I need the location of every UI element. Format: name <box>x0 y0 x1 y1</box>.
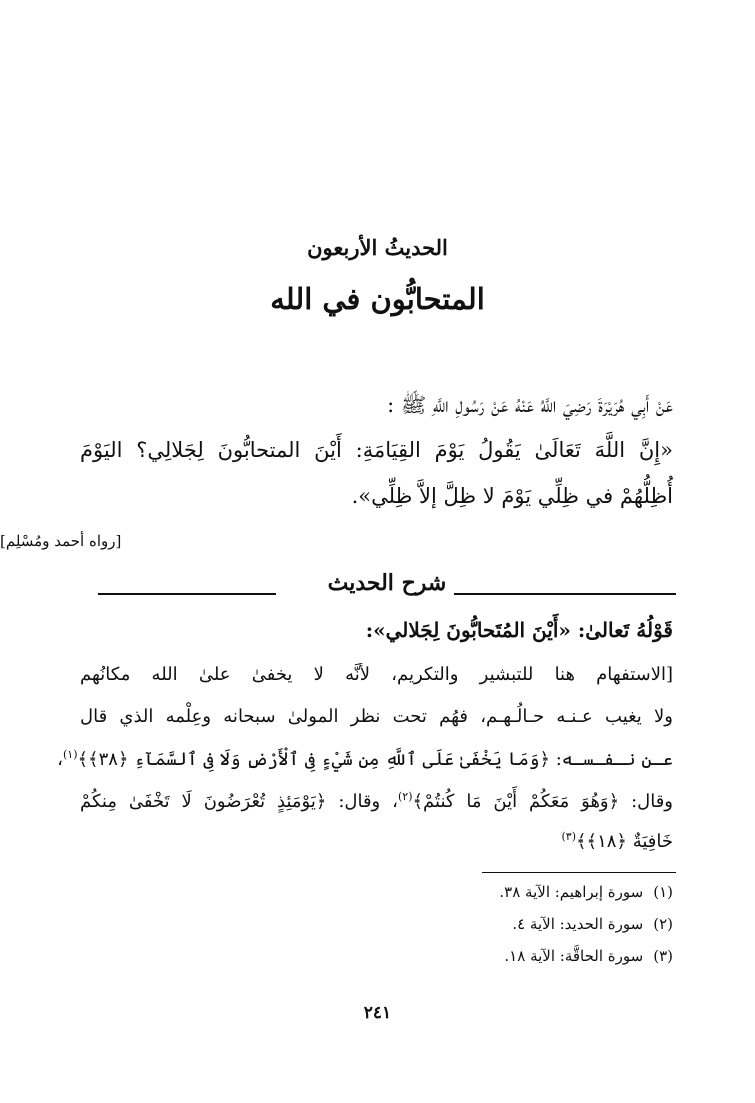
footnote-ref-2: (٢) <box>397 790 413 803</box>
explanation-line-1: [الاستفهام هنا للتبشير والتكريم، لأنَّه لا يخفىٰ علىٰ الله مكانُهم <box>80 664 673 685</box>
hadith-text-line-2: أُظِلُّهُمْ في ظِلِّي يَوْمَ لا ظِلَّ إلاَّ ظِلِّي». <box>351 484 673 508</box>
footnote-number: (٢) <box>653 915 673 933</box>
footnote-ref-3: (٣) <box>561 830 576 843</box>
explanation-line-3 <box>57 748 673 770</box>
explanation-line-4-tail: ، وقال: ﴿يَوْمَئِذٍ تُعْرَضُونَ لَا تَخْفَىٰ مِنكُمْ <box>80 791 398 812</box>
explanation-line-4-text: وقال: ﴿وَهُوَ مَعَكُمْ أَيْنَ مَا كُنتُمْ﴾ <box>412 791 673 812</box>
chapter-title: المتحابُّون في الله <box>270 282 485 316</box>
explanation-line-5-text: خَافِيَةٌ ﴿١٨﴾﴾ <box>575 831 673 852</box>
explanation-line-3-text: عـن نـفـسـه: ﴿وَمَا يَخْفَىٰ عَلَى ٱللَّهِ مِن شَيْءٍ فِى ٱلْأَرْضِ وَلَا فِى ٱلسَّمَآءِ ﴿٣٨﴾﴾ <box>77 749 673 770</box>
hadith-text-line-1: «إِنَّ اللَّهَ تَعَالَىٰ يَقُولُ يَوْمَ القِيَامَةِ: أَيْنَ المتحابُّونَ لِجَلالِي؟ اليَوْمَ <box>80 438 673 462</box>
footnote-text: سورة الحاقَّة: الآية ١٨. <box>504 947 644 965</box>
section-header <box>98 568 676 608</box>
chapter-subtitle: الحديثُ الأربعون <box>307 235 448 260</box>
footnote-item <box>373 915 673 933</box>
section-title: شرح الحديث <box>327 570 447 596</box>
footnote-ref-1: (١) <box>62 748 78 761</box>
footnote-text: سورة الحديد: الآية ٤. <box>512 915 644 933</box>
page-number: ٢٤١ <box>363 1003 392 1023</box>
explanation-line-3-tail: ، <box>57 749 63 770</box>
narration-source: [رواه أحمد ومُسْلِم] <box>0 532 122 550</box>
footnote-number: (٣) <box>653 947 673 965</box>
footnote-number: (١) <box>653 883 673 901</box>
footnote-text: سورة إبراهيم: الآية ٣٨. <box>499 883 644 901</box>
footnote-divider <box>482 872 676 873</box>
explanation-heading: قَوْلُهُ تَعالىٰ: «أَيْنَ المُتَحابُّونَ لِجَلالي»: <box>365 618 673 642</box>
explanation-line-4 <box>80 790 673 812</box>
explanation-line-2: ولا يغيب عـنـه حـالُـهـم، فهُم تحت نظر المولىٰ سبحانه وعِلْمه الذي قال <box>80 706 673 727</box>
hadith-chain: عَنْ أَبِي هُرَيْرَةَ رَضِيَ اللَّهُ عَنْهُ عَنْ رَسُولِ اللَّهِ ﷺ : <box>387 393 673 417</box>
footnote-item <box>373 947 673 965</box>
explanation-line-5 <box>80 830 673 852</box>
footnote-item <box>373 883 673 901</box>
